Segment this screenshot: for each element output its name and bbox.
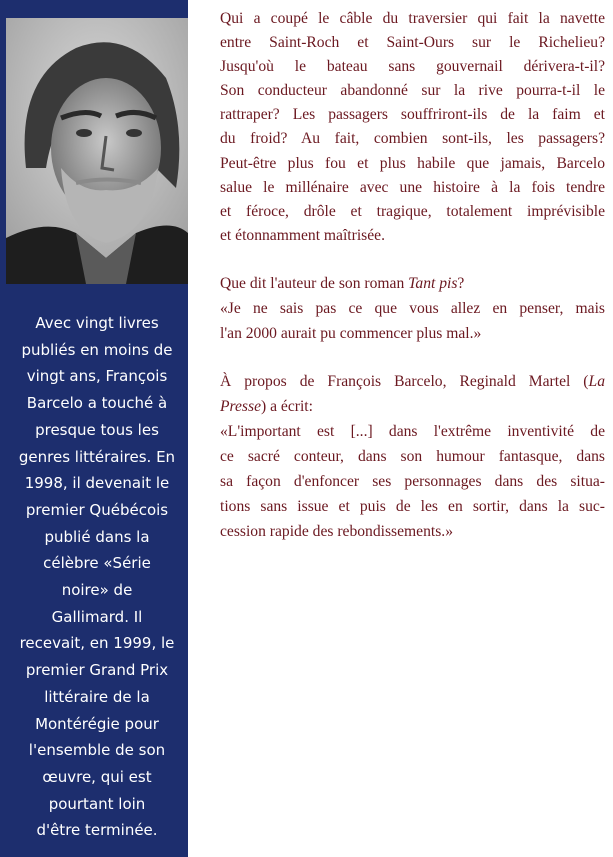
author-photo [6, 18, 188, 284]
bio-line: noire» de [61, 581, 133, 600]
review-line: tions sans issue et puis de les en sortir, dans la suc- [220, 497, 605, 515]
bio-line: vingt ans, François [26, 367, 168, 386]
bio-line: littéraire de la [44, 687, 150, 706]
bio-line: œuvre, qui est [42, 767, 152, 786]
bio-line: recevait, en 1999, le [19, 634, 175, 653]
author-bio [14, 310, 180, 844]
blurb-paragraph [220, 7, 605, 248]
bio-line: 1998, il devenait le [24, 474, 170, 493]
blurb-line: et étonnamment maîtrisée. [220, 226, 385, 244]
bio-line: premier Grand Prix [25, 661, 169, 680]
author-quote-question [220, 271, 605, 296]
blurb-line: Qui a coupé le câble du traversier qui fait la navette [220, 10, 605, 27]
novel-title: Tant pis [408, 274, 458, 292]
blurb-line: du froid? Au fait, combien sont-ils, les passagers? [220, 130, 605, 148]
bio-line: publié dans la [44, 527, 150, 546]
author-portrait-image [6, 18, 188, 284]
blurb-line: entre Saint-Roch et Saint-Ours sur le Richelieu? [220, 34, 605, 52]
blurb-line: et féroce, drôle et tragique, totalement imprévisible [220, 202, 605, 220]
review-intro-suffix: ) a écrit: [261, 397, 313, 415]
bio-line: l'ensemble de son [28, 741, 166, 760]
review-intro-prefix: À propos de François Barcelo, Reginald Martel ( [220, 372, 589, 390]
review-intro-line [220, 369, 605, 394]
bio-line: Avec vingt livres [35, 314, 159, 332]
back-cover-text [220, 7, 605, 544]
author-quote-line: «Je ne sais pas ce que vous allez en penser, mais [220, 299, 605, 317]
review-line: cession rapide des rebondissements.» [220, 522, 453, 540]
blurb-line: rattraper? Les passagers souffriront-ils de la faim et [220, 106, 605, 124]
bio-line: célèbre «Série [43, 554, 151, 573]
author-quote-line: l'an 2000 aurait pu commencer plus mal.» [220, 324, 482, 342]
blurb-line: salue le millénaire avec une histoire à la fois tendre [220, 178, 605, 196]
bio-line: presque tous les [35, 420, 159, 439]
bio-line: publiés en moins de [21, 340, 173, 359]
bio-line: genres littéraires. En [18, 447, 176, 466]
question-suffix: ? [457, 274, 465, 292]
bio-line: pourtant loin [48, 794, 146, 813]
review-line: ce sacré conteur, dans son humour fantasque, dans [220, 447, 605, 465]
review-line: sa façon d'enfoncer ses personnages dans des situa- [220, 472, 605, 490]
question-prefix: Que dit l'auteur de son roman [220, 274, 409, 292]
bio-line: d'être terminée. [36, 821, 158, 840]
review-intro-line [220, 394, 605, 419]
blurb-line: Peut-être plus fou et plus habile que jamais, Barcelo [220, 154, 605, 172]
blurb-line: Jusqu'où le bateau sans gouvernail dérivera-t-il? [220, 58, 605, 76]
newspaper-name-part1: La [588, 372, 605, 390]
bio-line: premier Québécois [25, 500, 169, 519]
bio-line: Barcelo a touché à [26, 394, 168, 413]
review-paragraph [220, 369, 605, 544]
left-blue-column [0, 0, 188, 857]
newspaper-name-part2: Presse [220, 397, 261, 415]
author-quote-paragraph [220, 271, 605, 346]
bio-line: Montérégie pour [35, 714, 159, 733]
bio-line: Gallimard. Il [51, 607, 143, 626]
blurb-line: Son conducteur abandonné sur la rive pourra-t-il le [220, 82, 605, 100]
review-line: «L'important est [...] dans l'extrême inventivité de [220, 422, 605, 440]
